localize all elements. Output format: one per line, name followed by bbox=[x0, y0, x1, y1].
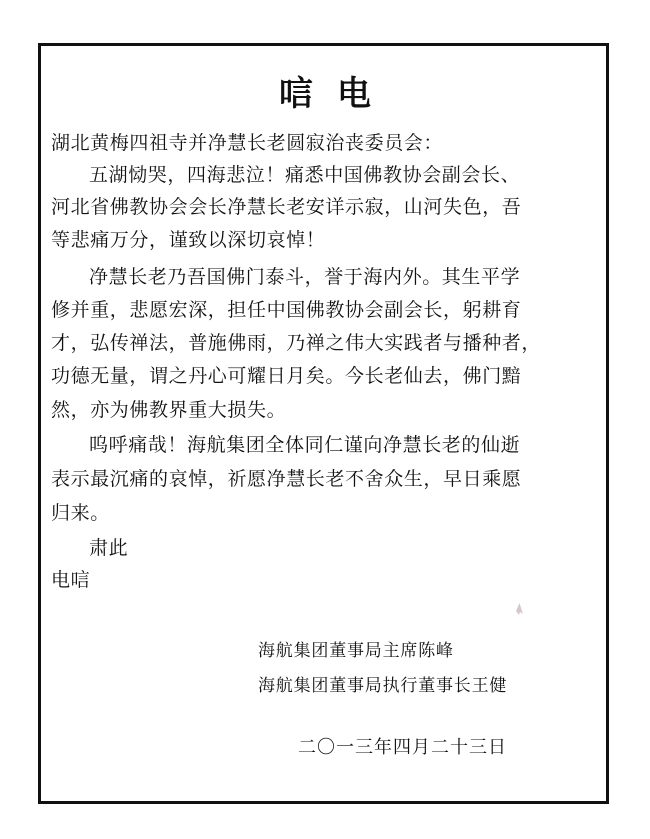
body-line: 呜呼痛哉！海航集团全体同仁谨向净慧长老的仙逝 bbox=[89, 434, 521, 456]
closing-line: 肃此 bbox=[89, 537, 129, 559]
body-line: 然，亦为佛教界重大损失。 bbox=[51, 399, 287, 421]
document-title: 唁电 bbox=[279, 74, 395, 114]
body-line: 五湖恸哭，四海悲泣！痛悉中国佛教协会副会长、 bbox=[89, 164, 521, 186]
body-line: 表示最沉痛的哀悼，祈愿净慧长老不舍众生，早日乘愿 bbox=[51, 468, 522, 490]
body-line: 河北省佛教协会会长净慧长老安详示寂，山河失色，吾 bbox=[51, 196, 522, 218]
body-line: 等悲痛万分，谨致以深切哀悼！ bbox=[51, 229, 326, 251]
body-line: 功德无量，谓之丹心可耀日月矣。今长老仙去，佛门黯 bbox=[51, 365, 522, 387]
body-line: 才，弘传禅法，普施佛雨，乃禅之伟大实践者与播种者， bbox=[51, 332, 542, 354]
addressee-line: 湖北黄梅四祖寺并净慧长老圆寂治丧委员会： bbox=[51, 132, 444, 154]
closing-line: 电唁 bbox=[51, 569, 91, 591]
body-line: 修并重，悲愿宏深，担任中国佛教协会副会长，躬耕育 bbox=[51, 299, 522, 321]
document-date: 二〇一三年四月二十三日 bbox=[298, 737, 507, 758]
signatory-line: 海航集团董事局主席陈峰 bbox=[258, 641, 454, 661]
signatory-line: 海航集团董事局执行董事长王健 bbox=[258, 676, 508, 696]
body-line: 净慧长老乃吾国佛门泰斗，誉于海内外。其生平学 bbox=[89, 266, 521, 288]
ink-smudge bbox=[515, 600, 524, 612]
body-line: 归来。 bbox=[51, 502, 110, 524]
